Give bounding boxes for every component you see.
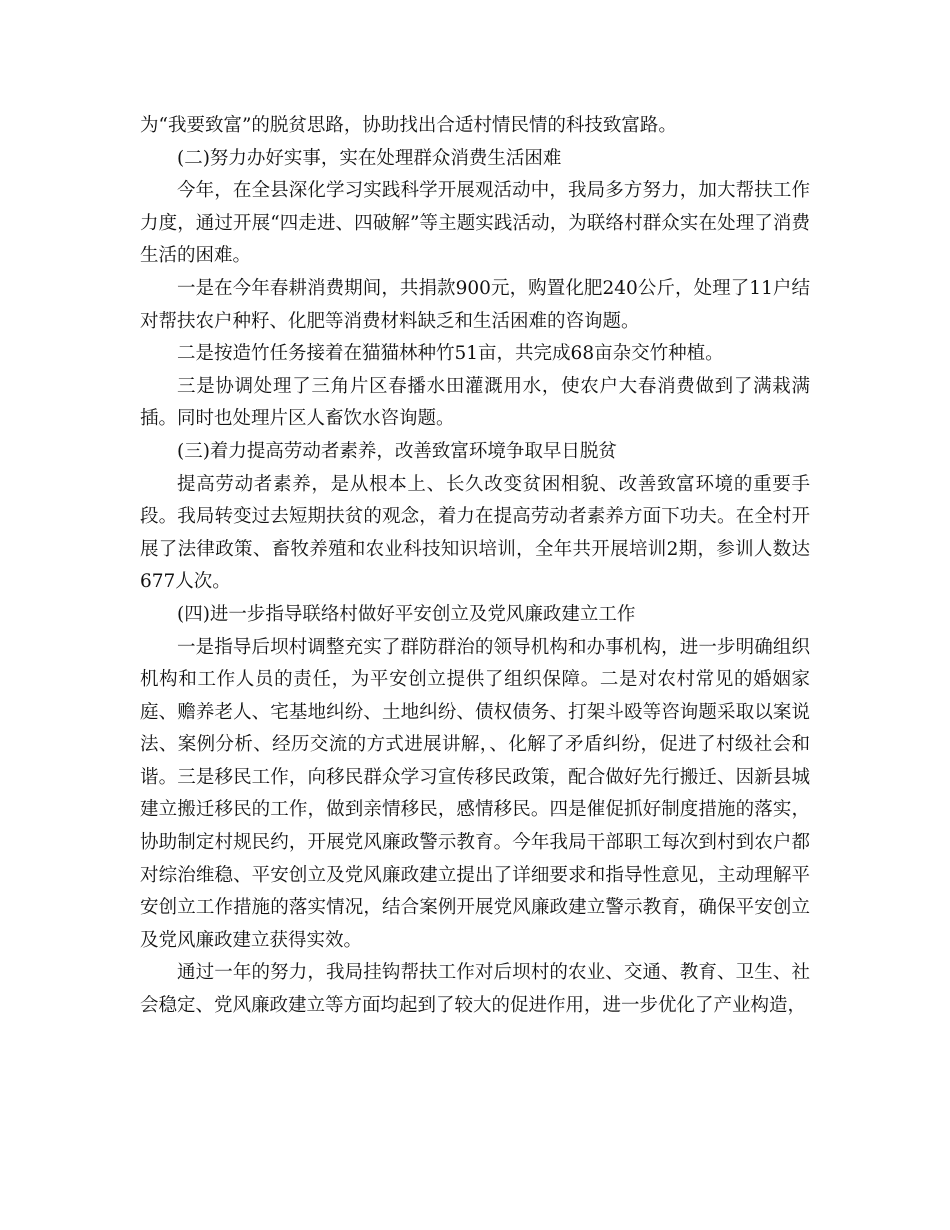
- section-heading-3: (三)着力提高劳动者素养，改善致富环境争取早日脱贫: [177, 440, 617, 462]
- paragraph-item-2: 二是按造竹任务接着在猫猫林种竹51亩，共完成68亩杂交竹种植。: [177, 343, 724, 365]
- paragraph-training: 提高劳动者素养，是从根本上、长久改变贫困相貌、改善致富环境的重要手段。我局转变过去短期扶贫的观念，着力在提高劳动者素养方面下功夫。在全村开展了法律政策、畜牧养殖和农业科技知识培训，全年共开展培训2期，参训人数达677人次。: [140, 473, 810, 593]
- paragraph-summary: 通过一年的努力，我局挂钩帮扶工作对后坝村的农业、交通、教育、卫生、社会稳定、党风廉政建立等方面均起到了较大的促进作用，进一步优化了产业构造，: [140, 962, 810, 1017]
- paragraph-safety: 一是指导后坝村调整充实了群防群治的领导机构和办事机构，进一步明确组织机构和工作人员的责任，为平安创立提供了组织保障。二是对农村常见的婚姻家庭、赡养老人、宅基地纠纷、土地纠纷、债权债务、打架斗殴等咨询题采取以案说法、案例分析、经历交流的方式进展讲解，、化解了矛盾纠纷，促进了村级社会和谐。三是移民工作，向移民群众学习宣传移民政策，配合做好先行搬迁、因新县城建立搬迁移民的工作，做到亲情移民，感情移民。四是催促抓好制度措施的落实，协助制定村规民约，开展党风廉政警示教育。今年我局干部职工每次到村到农户都对综治维稳、平安创立及党风廉政建立提出了详细要求和指导性意见，主动理解平安创立工作措施的落实情况，结合案例开展党风廉政建立警示教育，确保平安创立及党风廉政建立获得实效。: [140, 636, 810, 951]
- paragraph-item-1: 一是在今年春耕消费期间，共捐款900元，购置化肥240公斤，处理了11户结对帮扶农户种籽、化肥等消费材料缺乏和生活困难的咨询题。: [140, 277, 810, 332]
- section-heading-4: (四)进一步指导联络村做好平安创立及党风廉政建立工作: [177, 603, 636, 625]
- document-body: [140, 110, 810, 1023]
- paragraph-continuation: 为“我要致富”的脱贫思路，协助找出合适村情民情的科技致富路。: [140, 115, 677, 136]
- paragraph-item-3: 三是协调处理了三角片区春播水田灌溉用水，使农户大春消费做到了满栽满插。同时也处理片区人畜饮水咨询题。: [140, 375, 810, 430]
- section-heading-2: (二)努力办好实事，实在处理群众消费生活困难: [177, 147, 562, 169]
- paragraph-intro: 今年，在全县深化学习实践科学开展观活动中，我局多方努力，加大帮扶工作力度，通过开展“四走进、四破解”等主题实践活动，为联络村群众实在处理了消费生活的困难。: [140, 180, 810, 267]
